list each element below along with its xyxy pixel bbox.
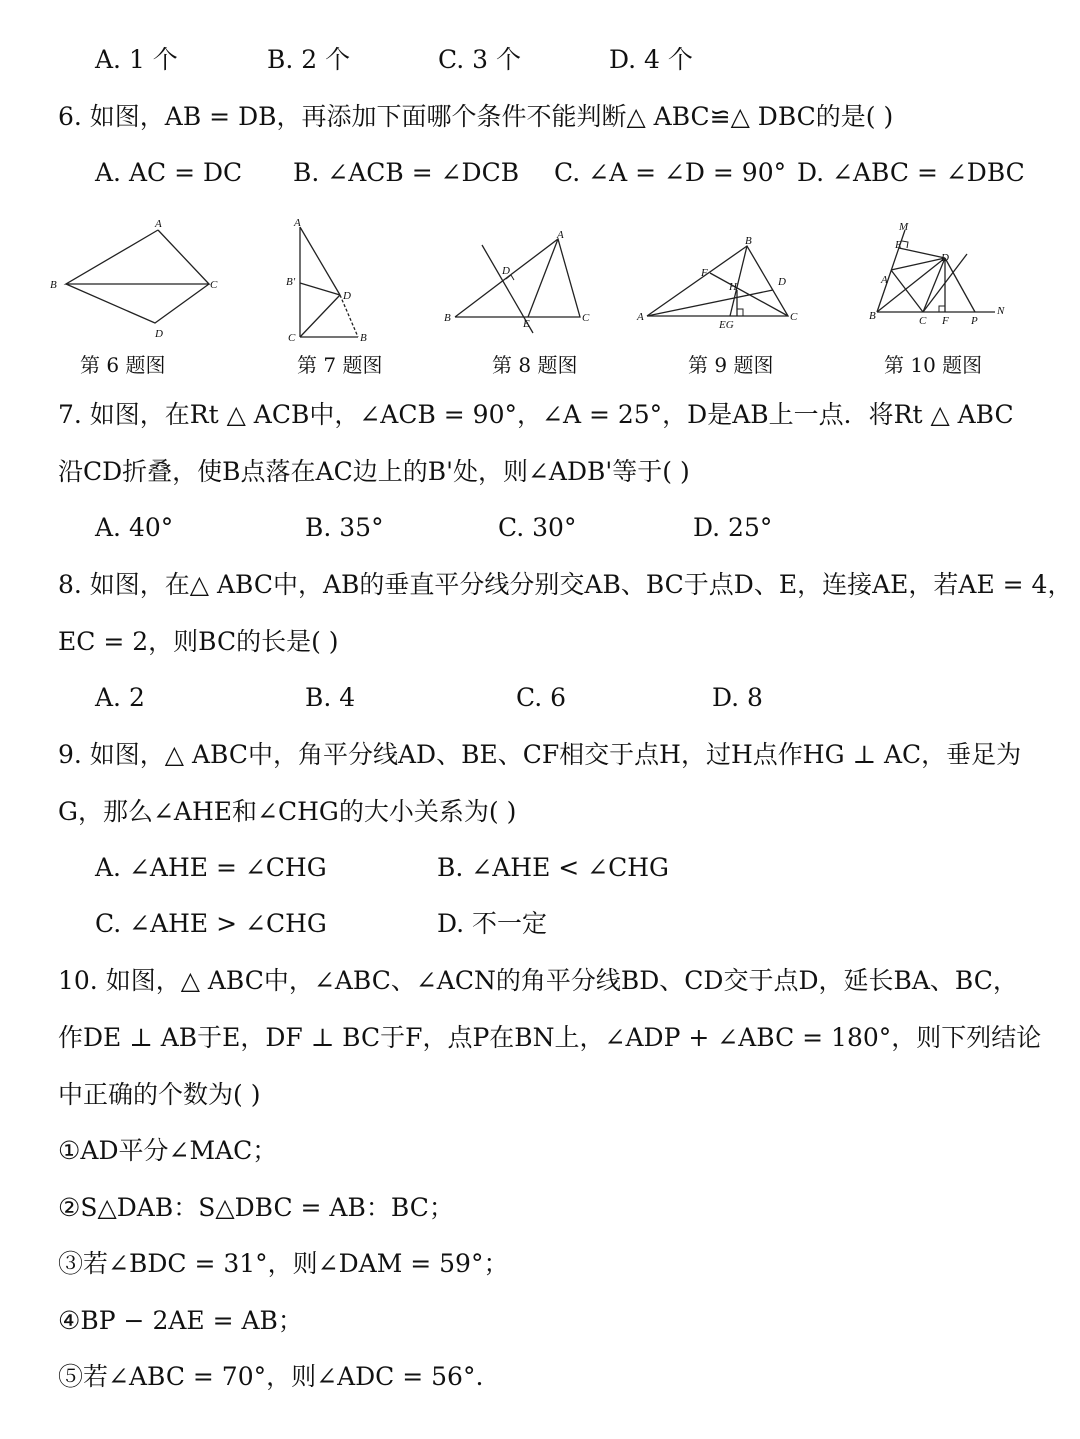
fig9-label-c: C: [790, 311, 798, 323]
caption-fig9: 第 9 题图: [688, 353, 774, 377]
fig10-label-m: M: [899, 221, 909, 233]
q9-stem-line2: G，那么∠AHE和∠CHG的大小关系为( ): [58, 797, 517, 826]
q6-stem: 6. 如图，AB = DB，再添加下面哪个条件不能判断△ ABC≌△ DBC的是( ): [58, 102, 894, 131]
fig9-label-f: F: [701, 267, 708, 279]
q8-stem-line1: 8. 如图，在△ ABC中，AB的垂直平分线分别交AB、BC于点D、E，连接AE，若AE = 4，: [58, 570, 1073, 599]
fig10-label-p: P: [971, 315, 978, 327]
fig9-label-d: D: [778, 276, 786, 288]
figure-10: [865, 220, 1015, 330]
q7-stem-line2: 沿CD折叠，使B点落在AC边上的B'处，则∠ADB'等于( ): [58, 457, 690, 486]
q7-option-b: B. 35°: [305, 513, 384, 542]
fig7-label-d: D: [343, 290, 351, 302]
q10-statement-2: ②S△DAB：S△DBC = AB：BC；: [58, 1193, 454, 1222]
fig10-label-f: F: [942, 315, 949, 327]
fig10-label-n: N: [997, 305, 1005, 317]
figure-6: [40, 215, 230, 345]
q8-option-a: A. 2: [95, 683, 145, 712]
fig6-label-b: B: [50, 279, 57, 291]
fig8-label-c: C: [582, 312, 590, 324]
q8-option-b: B. 4: [305, 683, 356, 712]
fig9-label-h: H: [729, 281, 737, 293]
q8-stem-line2: EC = 2，则BC的长是( ): [58, 627, 339, 656]
q9-option-d: D. 不一定: [437, 909, 548, 938]
fig10-label-e: E: [895, 239, 902, 251]
figure-9: [635, 228, 810, 338]
fig10-label-c: C: [919, 315, 927, 327]
fig6-label-d: D: [155, 328, 163, 340]
fig8-label-b: B: [444, 312, 451, 324]
q9-option-b: B. ∠AHE < ∠CHG: [437, 853, 670, 882]
q9-stem-line1: 9. 如图，△ ABC中，角平分线AD、BE、CF相交于点H，过H点作HG ⊥ AC，垂足为: [58, 740, 1022, 769]
q6-option-a: A. AC = DC: [95, 158, 243, 187]
q5-option-a: A. 1 个: [95, 45, 178, 74]
q9-option-c: C. ∠AHE > ∠CHG: [95, 909, 327, 938]
q10-statement-5: ⑤若∠ABC = 70°，则∠ADC = 56°.: [58, 1362, 484, 1391]
q7-option-d: D. 25°: [693, 513, 773, 542]
q7-option-c: C. 30°: [498, 513, 577, 542]
caption-fig7: 第 7 题图: [297, 353, 383, 377]
figure-8: [440, 225, 600, 340]
q10-stem-line2: 作DE ⊥ AB于E，DF ⊥ BC于F，点P在BN上，∠ADP + ∠ABC = 180°，则下列结论: [58, 1023, 1042, 1052]
fig7-label-b: B: [360, 332, 367, 344]
caption-fig6: 第 6 题图: [80, 353, 166, 377]
fig9-label-a: A: [637, 311, 644, 323]
q5-option-b: B. 2 个: [267, 45, 351, 74]
fig8-label-d: D: [502, 265, 510, 277]
fig10-label-d: D: [941, 252, 949, 264]
q8-option-c: C. 6: [516, 683, 567, 712]
fig7-label-a: A: [294, 217, 301, 229]
fig6-label-c: C: [210, 279, 218, 291]
fig8-label-e: E: [523, 318, 530, 330]
q10-stem-line3: 中正确的个数为( ): [58, 1080, 261, 1109]
q10-statement-3: ③若∠BDC = 31°，则∠DAM = 59°；: [58, 1249, 509, 1278]
q5-option-c: C. 3 个: [438, 45, 521, 74]
fig10-label-a: A: [881, 274, 888, 286]
q5-option-d: D. 4 个: [609, 45, 693, 74]
fig9-label-b: B: [745, 235, 752, 247]
figure-7: [280, 215, 390, 345]
fig10-label-b: B: [869, 310, 876, 322]
fig9-label-eg: EG: [719, 319, 734, 331]
q7-option-a: A. 40°: [95, 513, 174, 542]
fig8-label-a: A: [557, 229, 564, 241]
fig6-label-a: A: [155, 218, 162, 230]
fig7-label-c: C: [288, 332, 296, 344]
fig7-label-b-prime: B': [286, 276, 296, 288]
q7-stem-line1: 7. 如图，在Rt △ ACB中，∠ACB = 90°，∠A = 25°，D是AB上一点．将Rt △ ABC: [58, 400, 1014, 429]
q10-statement-1: ①AD平分∠MAC；: [58, 1136, 278, 1165]
q9-option-a: A. ∠AHE = ∠CHG: [95, 853, 327, 882]
caption-fig10: 第 10 题图: [884, 353, 983, 377]
q6-option-c: C. ∠A = ∠D = 90°: [554, 158, 787, 187]
q6-option-d: D. ∠ABC = ∠DBC: [797, 158, 1025, 187]
q6-option-b: B. ∠ACB = ∠DCB: [293, 158, 520, 187]
q10-statement-4: ④BP − 2AE = AB；: [58, 1306, 303, 1335]
caption-fig8: 第 8 题图: [492, 353, 578, 377]
q8-option-d: D. 8: [712, 683, 763, 712]
q10-stem-line1: 10. 如图，△ ABC中，∠ABC、∠ACN的角平分线BD、CD交于点D，延长BA、BC，: [58, 966, 1018, 995]
